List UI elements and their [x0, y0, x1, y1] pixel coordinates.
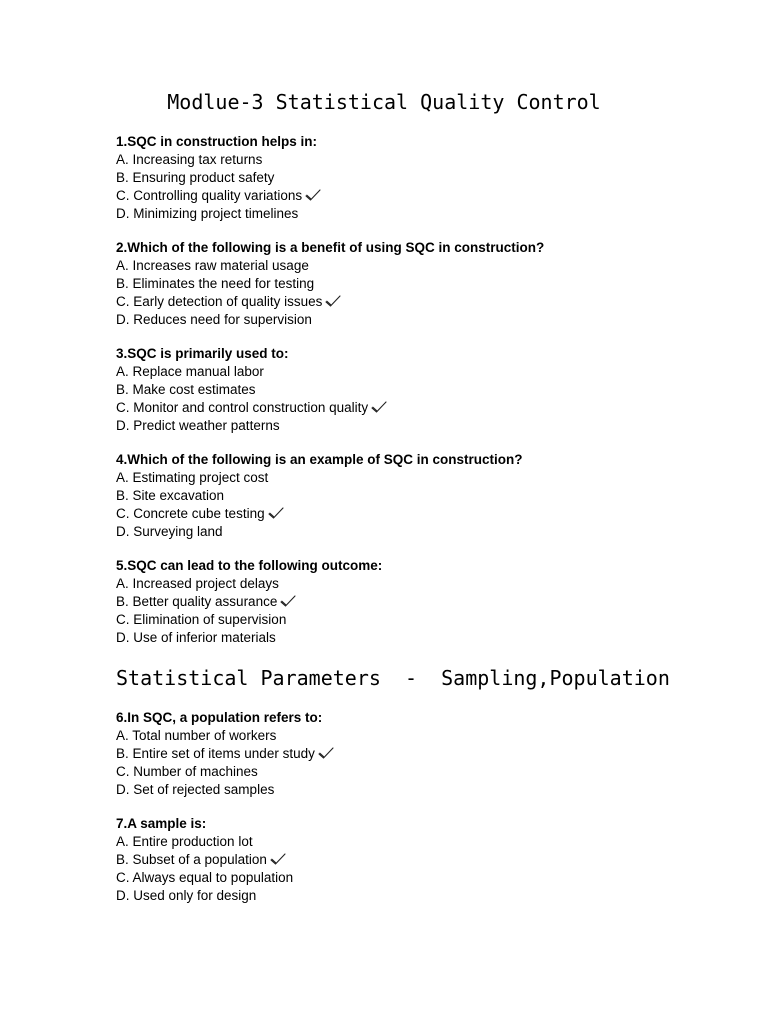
option-a: [116, 257, 716, 275]
check-mark-icon: [270, 853, 286, 865]
option-d: [116, 629, 716, 647]
question-block-7: [116, 815, 716, 905]
option-a: [116, 833, 716, 851]
question-text: 6.In SQC, a population refers to:: [116, 710, 323, 725]
question-block-5: [116, 557, 716, 647]
option-label: C. Controlling quality variations: [116, 188, 303, 203]
option-c: [116, 611, 716, 629]
option-c-correct: [116, 399, 716, 417]
question-text: 2.Which of the following is a benefit of using SQC in construction?: [116, 240, 545, 255]
option-d: [116, 311, 716, 329]
option-c: [116, 869, 716, 887]
question-text: 3.SQC is primarily used to:: [116, 346, 289, 361]
question-block-2: [116, 239, 716, 329]
question-block-1: [116, 133, 716, 223]
question-text: 4.Which of the following is an example of SQC in construction?: [116, 452, 523, 467]
option-d: [116, 205, 716, 223]
question-text: 1.SQC in construction helps in:: [116, 134, 318, 149]
option-label: B. Better quality assurance: [116, 594, 278, 609]
option-c-correct: [116, 505, 716, 523]
check-mark-icon: [318, 747, 334, 759]
option-label: A. Estimating project cost: [116, 470, 269, 485]
section-heading: Statistical Parameters - Sampling,Population: [116, 666, 670, 690]
option-a: [116, 469, 716, 487]
check-mark-icon: [268, 507, 284, 519]
option-b-correct: [116, 851, 716, 869]
option-label: B. Eliminates the need for testing: [116, 276, 315, 291]
option-d: [116, 887, 716, 905]
option-label: D. Used only for design: [116, 888, 257, 903]
question-text: 7.A sample is:: [116, 816, 207, 831]
option-label: D. Surveying land: [116, 524, 223, 539]
option-label: C. Monitor and control construction quality: [116, 400, 369, 415]
option-a: [116, 151, 716, 169]
option-label: A. Increases raw material usage: [116, 258, 309, 273]
page-title: Modlue-3 Statistical Quality Control: [167, 90, 601, 114]
option-label: D. Predict weather patterns: [116, 418, 280, 433]
option-label: C. Concrete cube testing: [116, 506, 265, 521]
option-c: [116, 763, 716, 781]
option-c-correct: [116, 293, 716, 311]
option-label: C. Early detection of quality issues: [116, 294, 323, 309]
option-b-correct: [116, 745, 716, 763]
option-d: [116, 417, 716, 435]
option-b: [116, 275, 716, 293]
option-label: D. Reduces need for supervision: [116, 312, 312, 327]
option-label: D. Use of inferior materials: [116, 630, 276, 645]
option-label: D. Set of rejected samples: [116, 782, 275, 797]
option-d: [116, 523, 716, 541]
option-c-correct: [116, 187, 716, 205]
option-label: C. Number of machines: [116, 764, 258, 779]
option-label: C. Elimination of supervision: [116, 612, 287, 627]
option-b-correct: [116, 593, 716, 611]
option-a: [116, 575, 716, 593]
option-d: [116, 781, 716, 799]
question-block-3: [116, 345, 716, 435]
check-mark-icon: [371, 401, 387, 413]
option-label: A. Increasing tax returns: [116, 152, 263, 167]
option-label: B. Make cost estimates: [116, 382, 256, 397]
option-label: A. Replace manual labor: [116, 364, 264, 379]
check-mark-icon: [305, 189, 321, 201]
option-label: A. Increased project delays: [116, 576, 279, 591]
option-label: D. Minimizing project timelines: [116, 206, 299, 221]
option-label: B. Subset of a population: [116, 852, 267, 867]
option-label: A. Entire production lot: [116, 834, 253, 849]
option-b: [116, 381, 716, 399]
question-text: 5.SQC can lead to the following outcome:: [116, 558, 383, 573]
question-block-4: [116, 451, 716, 541]
check-mark-icon: [325, 295, 341, 307]
option-b: [116, 487, 716, 505]
option-label: A. Total number of workers: [116, 728, 277, 743]
check-mark-icon: [280, 595, 296, 607]
option-a: [116, 363, 716, 381]
option-label: C. Always equal to population: [116, 870, 294, 885]
option-a: [116, 727, 716, 745]
option-label: B. Site excavation: [116, 488, 225, 503]
question-block-6: [116, 709, 716, 799]
option-b: [116, 169, 716, 187]
option-label: B. Entire set of items under study: [116, 746, 315, 761]
option-label: B. Ensuring product safety: [116, 170, 275, 185]
